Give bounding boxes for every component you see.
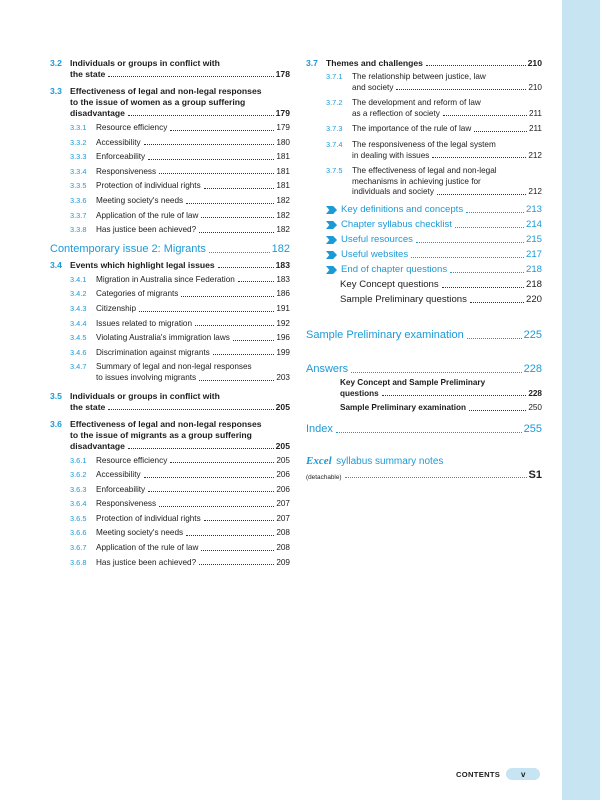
arrow-bullet-icon [326,266,337,274]
subsection-label: Issues related to migration [96,318,193,328]
subsection-page: 207 [276,513,290,523]
subsection-page: 182 [276,210,290,220]
subsection-number: 3.3.2 [70,137,87,147]
page-footer: CONTENTS v [456,768,540,780]
extra-label: Useful websites [341,248,409,260]
subsection-page: 211 [528,108,542,118]
toc-list-3-3 [50,123,290,236]
subsection-page: 209 [276,557,290,567]
toc-list-3-7 [306,72,542,198]
toc-left-column [50,58,290,572]
subsection-number: 3.6.5 [70,513,87,523]
toc-chapter-extra[interactable] [306,248,542,261]
subsection-label: Meeting society's needs [96,528,184,538]
subsection-label: Violating Australia's immigration laws [96,333,230,343]
toc-subsection[interactable] [50,543,290,554]
subsection-number: 3.4.1 [70,274,87,284]
toc-sample-preliminary-exam[interactable]: Sample Preliminary examination 225 [306,328,542,341]
subsection-number: 3.7.4 [326,139,343,149]
subsection-number: 3.4.3 [70,303,87,313]
toc-right-column [306,58,542,481]
subsection-label-line: The importance of the rule of law [352,124,472,134]
toc-section-3-4[interactable]: 3.4 Events which highlight legal issues 183 [50,259,290,270]
extra-page: 217 [525,248,542,260]
toc-chapter-extra[interactable] [306,233,542,246]
question-page: 220 [525,293,542,305]
subsection-number: 3.4.4 [70,318,87,328]
subsection-label-line: and society [352,82,394,92]
excel-logo: Excel [306,454,332,467]
subsection-number: 3.3.5 [70,181,87,191]
subsection-page: 205 [276,455,290,465]
subsection-page: 206 [276,484,290,494]
toc-subsection[interactable] [50,181,290,192]
toc-subsection[interactable] [306,140,542,161]
subsection-label: Citizenship [96,303,137,313]
toc-excel-summary-notes[interactable]: Excel syllabus summary notes (detachable) S1 [306,454,542,481]
toc-question-item[interactable] [306,293,542,306]
toc-subsection-3-4-7[interactable]: 3.4.7 Summary of legal and non-legal responses to issues involving migrants 203 [70,362,290,382]
subsection-label-line: in dealing with issues [352,150,430,160]
subsection-number: 3.3.3 [70,152,87,162]
extra-page: 215 [525,233,542,245]
toc-answers-sample-exam[interactable]: Sample Preliminary examination 250 [340,403,542,413]
subsection-label: Application of the rule of law [96,210,199,220]
subsection-page: 212 [528,150,542,160]
toc-chapter-extra[interactable] [306,218,542,231]
extra-label: Chapter syllabus checklist [341,218,452,230]
subsection-label: Responsiveness [96,499,157,509]
subsection-page: 179 [276,123,290,132]
subsection-label: Meeting society's needs [96,195,184,205]
arrow-bullet-icon [326,236,337,244]
extra-label: Key definitions and concepts [341,203,464,215]
toc-subsection[interactable] [50,138,290,149]
subsection-label: Enforceability [96,152,146,162]
toc-subsection[interactable] [50,196,290,207]
toc-subsection[interactable] [50,348,290,359]
subsection-page: 199 [276,347,290,357]
subsection-page: 191 [276,303,290,313]
subsection-page: 181 [276,166,290,176]
subsection-number: 3.3.4 [70,166,87,176]
subsection-page: 180 [276,137,290,147]
toc-list-3-6 [50,456,290,569]
toc-subsection[interactable] [50,528,290,539]
subsection-number: 3.7.2 [326,98,343,108]
question-page: 218 [525,278,542,290]
toc-chapter-extras [306,203,542,276]
subsection-page: 196 [276,333,290,343]
toc-subsection[interactable] [50,167,290,178]
subsection-page: 186 [276,289,290,299]
toc-section-3-3[interactable]: 3.3 Effectiveness of legal and non-legal responses to the issue of women as a group suffering disadvantage 179 [50,86,290,118]
subsection-label: Migration in Australia since Federation [96,274,235,284]
extra-page: 214 [525,218,542,230]
extra-page: 218 [525,263,542,275]
toc-answers-key-concept[interactable]: Key Concept and Sample Preliminary questions 228 [340,377,542,398]
subsection-label-line: The relationship between justice, law [352,72,486,81]
subsection-number: 3.3.1 [70,123,87,132]
subsection-label: Has justice been achieved? [96,225,197,235]
toc-index[interactable]: Index 255 [306,422,542,435]
toc-subsection[interactable] [50,470,290,481]
question-label: Key Concept questions [340,278,439,290]
subsection-label: Discrimination against migrants [96,347,210,357]
subsection-number: 3.6.2 [70,470,87,480]
toc-subsection[interactable] [50,289,290,300]
toc-subsection[interactable] [50,558,290,569]
subsection-label: Categories of migrants [96,289,179,299]
toc-contemporary-issue-2[interactable]: Contemporary issue 2: Migrants 182 [50,242,290,255]
subsection-label: Resource efficiency [96,455,168,465]
arrow-bullet-icon [326,251,337,259]
toc-chapter-extra[interactable] [306,263,542,276]
subsection-number: 3.3.6 [70,195,87,205]
subsection-page: 192 [276,318,290,328]
subsection-label-line: The effectiveness of legal and non-legal [352,166,497,176]
subsection-page: 210 [528,82,542,92]
subsection-number: 3.6.4 [70,499,87,509]
toc-subsection[interactable] [50,304,290,315]
subsection-number: 3.4.6 [70,347,87,357]
subsection-label-line: The development and reform of law [352,98,481,108]
toc-section-3-2[interactable]: 3.2 Individuals or groups in conflict with the state 178 [50,58,290,79]
subsection-page: 206 [276,470,290,480]
toc-chapter-extra[interactable] [306,203,542,216]
subsection-page: 208 [276,543,290,553]
extra-label: End of chapter questions [341,263,448,275]
subsection-number: 3.6.7 [70,543,87,553]
toc-subsection[interactable] [50,123,290,134]
toc-subsection[interactable] [50,456,290,467]
toc-section-3-5[interactable]: 3.5 Individuals or groups in conflict with the state 205 [50,390,290,412]
toc-subsection[interactable] [50,211,290,222]
subsection-page: 211 [528,124,542,134]
subsection-page: 181 [276,152,290,162]
subsection-page: 182 [276,225,290,235]
toc-subsection[interactable] [306,166,542,198]
subsection-page: 183 [276,274,290,284]
subsection-number: 3.3.8 [70,225,87,235]
extra-label: Useful resources [341,233,413,245]
subsection-label: Protection of individual rights [96,513,201,523]
toc-section-3-6[interactable]: 3.6 Effectiveness of legal and non-legal responses to the issue of migrants as a group suffering disadvantage 205 [50,418,290,451]
toc-section-3-7[interactable]: 3.7 Themes and challenges 210 [306,58,542,68]
subsection-label: Protection of individual rights [96,181,201,191]
subsection-page: 181 [276,181,290,191]
subsection-number: 3.6.3 [70,484,87,494]
subsection-number: 3.4.5 [70,333,87,343]
toc-subsection[interactable] [50,152,290,163]
subsection-label: Enforceability [96,484,146,494]
arrow-bullet-icon [326,221,337,229]
toc-subsection[interactable] [306,72,542,93]
subsection-label: Application of the rule of law [96,543,199,553]
subsection-number: 3.3.7 [70,210,87,220]
toc-subsection[interactable] [50,319,290,330]
subsection-label: Accessibility [96,470,141,480]
subsection-label-line: mechanisms in achieving justice for [352,176,481,186]
subsection-label: Responsiveness [96,166,157,176]
subsection-number: 3.4.2 [70,289,87,299]
question-label: Sample Preliminary questions [340,293,467,305]
subsection-label: Accessibility [96,137,141,147]
subsection-page: 207 [276,499,290,509]
subsection-label: Has justice been achieved? [96,557,197,567]
toc-subsection[interactable] [306,98,542,119]
subsection-label: Resource efficiency [96,123,168,132]
subsection-page: 182 [276,195,290,205]
subsection-label-line: individuals and society [352,187,434,197]
toc-subsection[interactable] [50,333,290,344]
subsection-number: 3.6.6 [70,528,87,538]
toc-subsection[interactable] [50,514,290,525]
toc-question-items [306,278,542,306]
toc-subsection[interactable] [50,485,290,496]
subsection-label-line: as a reflection of society [352,108,440,118]
subsection-number: 3.6.8 [70,557,87,567]
toc-list-3-4 [50,275,290,359]
page-number-badge: v [506,768,540,780]
subsection-number: 3.7.5 [326,166,343,176]
toc-subsection[interactable] [50,275,290,286]
subsection-page: 208 [276,528,290,538]
subsection-page: 212 [528,187,542,197]
side-color-band [562,0,600,800]
toc-subsection[interactable] [306,124,542,135]
subsection-number: 3.6.1 [70,455,87,465]
extra-page: 213 [525,203,542,215]
toc-subsection[interactable] [50,225,290,236]
toc-answers[interactable]: Answers 228 [306,362,542,375]
subsection-label-line: The responsiveness of the legal system [352,139,496,149]
toc-question-item[interactable] [306,278,542,291]
arrow-bullet-icon [326,206,337,214]
toc-subsection[interactable] [50,499,290,510]
subsection-number: 3.7.1 [326,72,343,81]
subsection-number: 3.7.3 [326,124,343,134]
